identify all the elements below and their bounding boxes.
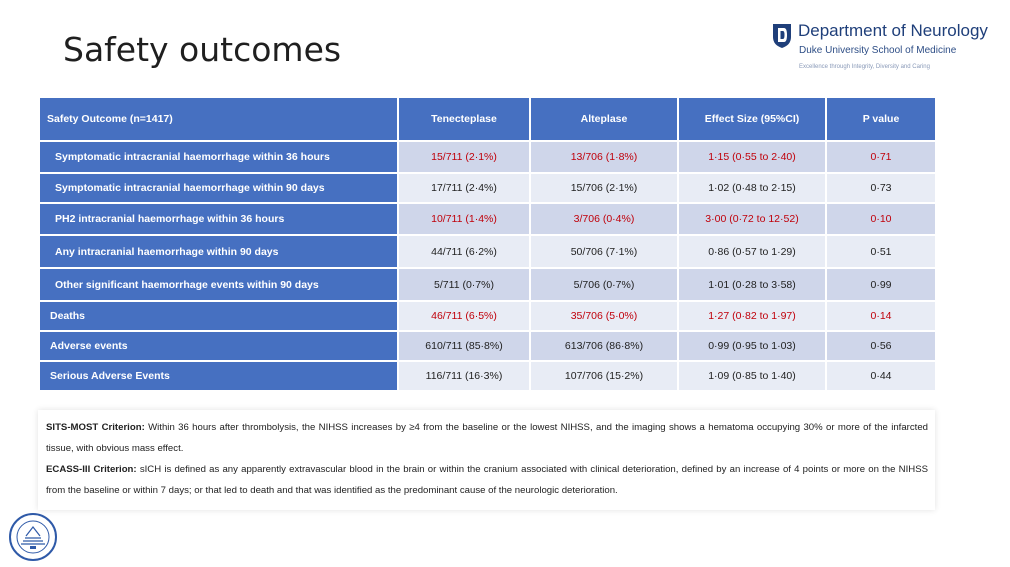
- row-label: Other significant haemorrhage events within 90 days: [39, 268, 398, 301]
- header-safety-outcome: Safety Outcome (n=1417): [39, 97, 398, 141]
- slide-title: Safety outcomes: [63, 30, 342, 69]
- p-value-cell: 0·56: [826, 331, 936, 361]
- header-effect-size: Effect Size (95%CI): [678, 97, 826, 141]
- tenecteplase-cell: 610/711 (85·8%): [398, 331, 530, 361]
- alteplase-cell: 613/706 (86·8%): [530, 331, 678, 361]
- table-row: [39, 173, 936, 203]
- tenecteplase-cell: 116/711 (16·3%): [398, 361, 530, 391]
- row-label: Symptomatic intracranial haemorrhage within 36 hours: [39, 141, 398, 173]
- effect-size-cell: 1·27 (0·82 to 1·97): [678, 301, 826, 331]
- row-label: Deaths: [39, 301, 398, 331]
- p-value-cell: 0·51: [826, 235, 936, 268]
- tenecteplase-cell: 10/711 (1·4%): [398, 203, 530, 235]
- criteria-box: [38, 410, 935, 510]
- p-value-cell: 0·73: [826, 173, 936, 203]
- alteplase-cell: 3/706 (0·4%): [530, 203, 678, 235]
- effect-size-cell: 1·02 (0·48 to 2·15): [678, 173, 826, 203]
- p-value-cell: 0·99: [826, 268, 936, 301]
- alteplase-cell: 50/706 (7·1%): [530, 235, 678, 268]
- sits-most-label: SITS-MOST Criterion:: [46, 422, 145, 433]
- effect-size-cell: 3·00 (0·72 to 12·52): [678, 203, 826, 235]
- table-row: [39, 141, 936, 173]
- effect-size-cell: 0·86 (0·57 to 1·29): [678, 235, 826, 268]
- tenecteplase-cell: 5/711 (0·7%): [398, 268, 530, 301]
- university-seal-icon: [8, 512, 58, 562]
- effect-size-cell: 1·09 (0·85 to 1·40): [678, 361, 826, 391]
- alteplase-cell: 13/706 (1·8%): [530, 141, 678, 173]
- row-label: Any intracranial haemorrhage within 90 days: [39, 235, 398, 268]
- p-value-cell: 0·10: [826, 203, 936, 235]
- p-value-cell: 0·44: [826, 361, 936, 391]
- sits-most-text: Within 36 hours after thrombolysis, the NIHSS increases by ≥4 from the baseline or the lowest NIHSS, and the imaging shows a hematoma occupying 30% or more of the infarcted tissue, with obvious mass effect.: [46, 422, 928, 454]
- effect-size-cell: 0·99 (0·95 to 1·03): [678, 331, 826, 361]
- p-value-cell: 0·14: [826, 301, 936, 331]
- tenecteplase-cell: 46/711 (6·5%): [398, 301, 530, 331]
- duke-shield-icon: [772, 23, 792, 49]
- alteplase-cell: 107/706 (15·2%): [530, 361, 678, 391]
- table-row: [39, 361, 936, 391]
- table-header-row: [39, 97, 936, 141]
- department-name: Department of Neurology: [798, 21, 988, 40]
- sits-most-criterion: [46, 417, 928, 459]
- department-tagline: Excellence through Integrity, Diversity and Caring: [799, 64, 930, 70]
- row-label: Symptomatic intracranial haemorrhage within 90 days: [39, 173, 398, 203]
- safety-outcomes-table: [38, 96, 937, 392]
- ecass-iii-text: sICH is defined as any apparently extravascular blood in the brain or within the cranium associated with clinical deterioration, defined by an increase of 4 points or more on the NIHSS from the baseline or within 7 days; or that led to death and that was identified as the predominant cause of the neurologic deterioration.: [46, 464, 928, 496]
- ecass-iii-label: ECASS-III Criterion:: [46, 464, 137, 475]
- table-row: [39, 268, 936, 301]
- table-row: [39, 301, 936, 331]
- row-label: PH2 intracranial haemorrhage within 36 hours: [39, 203, 398, 235]
- table-row: [39, 331, 936, 361]
- alteplase-cell: 15/706 (2·1%): [530, 173, 678, 203]
- alteplase-cell: 5/706 (0·7%): [530, 268, 678, 301]
- table-row: [39, 203, 936, 235]
- tenecteplase-cell: 15/711 (2·1%): [398, 141, 530, 173]
- header-p-value: P value: [826, 97, 936, 141]
- effect-size-cell: 1·01 (0·28 to 3·58): [678, 268, 826, 301]
- alteplase-cell: 35/706 (5·0%): [530, 301, 678, 331]
- table-row: [39, 235, 936, 268]
- header-alteplase: Alteplase: [530, 97, 678, 141]
- ecass-iii-criterion: [46, 459, 928, 501]
- effect-size-cell: 1·15 (0·55 to 2·40): [678, 141, 826, 173]
- row-label: Serious Adverse Events: [39, 361, 398, 391]
- tenecteplase-cell: 44/711 (6·2%): [398, 235, 530, 268]
- department-school: Duke University School of Medicine: [799, 45, 957, 56]
- header-tenecteplase: Tenecteplase: [398, 97, 530, 141]
- p-value-cell: 0·71: [826, 141, 936, 173]
- row-label: Adverse events: [39, 331, 398, 361]
- tenecteplase-cell: 17/711 (2·4%): [398, 173, 530, 203]
